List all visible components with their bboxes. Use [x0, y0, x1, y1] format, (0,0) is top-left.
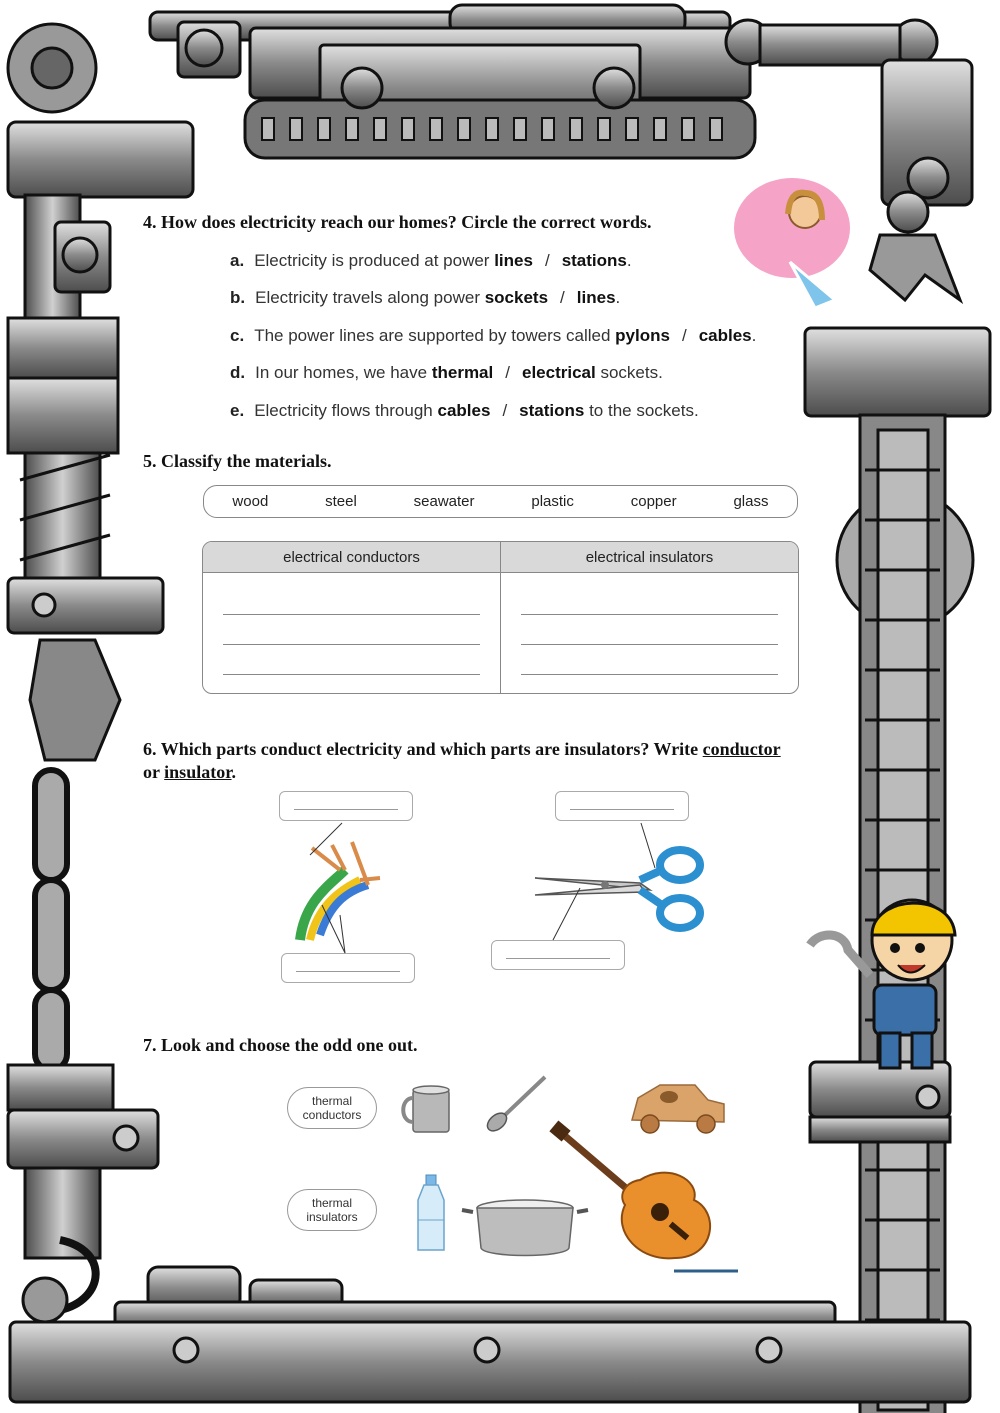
item-text-end: . [626, 250, 632, 270]
question-text: Look and choose the odd one out. [161, 1035, 418, 1055]
question-number: 6. [143, 739, 157, 759]
metal-pot-image[interactable] [462, 1200, 588, 1256]
question-number: 4. [143, 212, 157, 232]
slash-separator: / [502, 400, 508, 420]
item-text-end: . [615, 288, 621, 308]
item-text: Electricity flows through [254, 400, 433, 420]
option-word[interactable]: stations [561, 250, 627, 270]
pill-line: insulators [306, 1210, 358, 1224]
item-letter: e. [230, 400, 245, 420]
word-bank-item[interactable]: steel [325, 493, 357, 510]
option-word[interactable]: sockets [484, 288, 549, 308]
keyword-insulator: insulator [164, 762, 232, 782]
item-text: Electricity is produced at power [254, 250, 490, 270]
item-text-end: to the sockets. [584, 400, 699, 420]
option-word[interactable]: pylons [615, 325, 670, 345]
option-word[interactable]: electrical [521, 363, 596, 383]
slash-separator: / [681, 325, 687, 345]
item-text: The power lines are supported by towers called [254, 325, 611, 345]
item-text-end: . [751, 325, 757, 345]
pill-line: thermal [311, 1094, 352, 1108]
metal-spoon-image[interactable] [484, 1077, 545, 1134]
item-text: In our homes, we have [255, 363, 428, 383]
word-bank-item[interactable]: seawater [413, 493, 475, 510]
item-letter: d. [230, 363, 246, 383]
question-text: How does electricity reach our homes? Circle the correct words. [161, 212, 652, 232]
word-bank-item[interactable]: plastic [531, 493, 574, 510]
question-number: 5. [143, 451, 157, 471]
option-word[interactable]: cables [437, 400, 491, 420]
item-letter: b. [230, 288, 246, 308]
metal-mug-image[interactable] [403, 1086, 449, 1132]
question-text: Classify the materials. [161, 451, 332, 471]
slash-separator: / [560, 288, 565, 308]
keyword-conductor: conductor [702, 739, 781, 759]
question-number: 7. [143, 1035, 157, 1055]
item-text: Electricity travels along power [255, 288, 480, 308]
item-letter: c. [230, 325, 245, 345]
plastic-bottle-image[interactable] [418, 1175, 444, 1250]
question-text: Which parts conduct electricity and which parts are insulators? Write [160, 739, 703, 759]
pill-line: conductors [302, 1108, 362, 1122]
word-bank-item[interactable]: wood [232, 493, 269, 510]
item-text-end: sockets. [595, 363, 663, 383]
guitar-image[interactable] [549, 1120, 710, 1258]
word-bank-item[interactable]: copper [630, 493, 677, 510]
option-word[interactable]: thermal [431, 363, 494, 383]
question-text-end: . [231, 762, 237, 782]
slash-separator: / [505, 363, 510, 383]
option-word[interactable]: lines [576, 288, 616, 308]
option-word[interactable]: lines [494, 250, 533, 270]
option-word[interactable]: stations [519, 400, 585, 420]
question-text: or [143, 762, 160, 782]
column-header: electrical insulators [501, 542, 798, 573]
slash-separator: / [544, 250, 550, 270]
word-bank-item[interactable]: glass [733, 493, 769, 510]
option-word[interactable]: cables [698, 325, 752, 345]
pill-line: thermal [311, 1196, 352, 1210]
item-letter: a. [230, 250, 245, 270]
wooden-toy-car-image[interactable] [632, 1085, 724, 1133]
column-header: electrical conductors [203, 542, 500, 573]
